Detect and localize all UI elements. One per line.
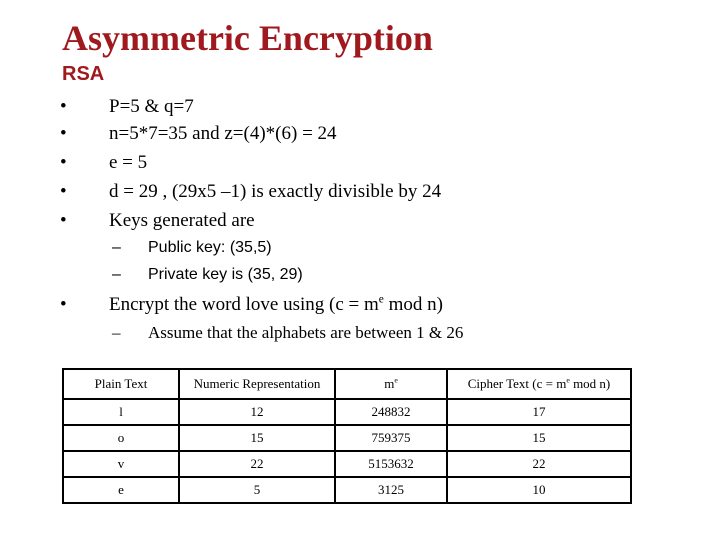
header-m-power-e — [335, 369, 447, 399]
cell-numeric: 15 — [179, 425, 335, 451]
bullet-marker: • — [60, 210, 67, 231]
bullet-marker: • — [60, 123, 67, 144]
table-row — [63, 425, 631, 451]
header-plain-text: Plain Text — [63, 369, 179, 399]
bullet-text — [109, 292, 443, 318]
bullet-item — [0, 150, 620, 176]
sub-bullet-item — [0, 237, 620, 259]
sub-bullet-marker: – — [112, 323, 121, 342]
cell-me: 3125 — [335, 477, 447, 503]
cell-cipher: 17 — [447, 399, 631, 425]
cell-numeric: 5 — [179, 477, 335, 503]
cell-cipher: 10 — [447, 477, 631, 503]
cell-me: 759375 — [335, 425, 447, 451]
bullet-item — [0, 121, 620, 147]
bullet-marker: • — [60, 294, 67, 315]
bullet-item — [0, 208, 620, 234]
bullet-item — [0, 292, 620, 318]
table-row — [63, 477, 631, 503]
bullet-text: e = 5 — [109, 152, 148, 173]
sub-bullet-text: Public key: (35,5) — [148, 239, 272, 256]
sub-bullet-text: Assume that the alphabets are between 1 & 26 — [148, 323, 464, 342]
table-header-row — [63, 369, 631, 399]
bullet-text: d = 29 , (29x5 –1) is exactly divisible by 24 — [109, 181, 442, 202]
bullet-item — [0, 94, 620, 120]
sub-bullet-item — [0, 264, 620, 286]
bullet-text: n=5*7=35 and z=(4)*(6) = 24 — [109, 123, 337, 144]
cell-plain: e — [63, 477, 179, 503]
bullet-marker: • — [60, 152, 67, 173]
sub-bullet-marker: – — [112, 239, 121, 256]
exponent-superscript: e — [378, 293, 384, 306]
bullet-text: Keys generated are — [109, 210, 255, 231]
cell-cipher: 15 — [447, 425, 631, 451]
sub-bullet-text: Private key is (35, 29) — [148, 266, 303, 283]
slide-title: Asymmetric Encryption — [62, 18, 433, 58]
encrypt-text-prefix: Encrypt the word love using (c = m — [109, 294, 379, 315]
cell-me: 248832 — [335, 399, 447, 425]
cell-plain: l — [63, 399, 179, 425]
sub-bullet-marker: – — [112, 266, 121, 283]
table-row — [63, 451, 631, 477]
encrypt-text-suffix: mod n) — [383, 294, 443, 315]
slide-subtitle: RSA — [62, 63, 105, 85]
cell-plain: v — [63, 451, 179, 477]
bullet-item — [0, 179, 620, 205]
cell-cipher: 22 — [447, 451, 631, 477]
bullet-marker: • — [60, 96, 67, 117]
cell-me: 5153632 — [335, 451, 447, 477]
header-cipher-prefix: Cipher Text (c = m — [467, 376, 567, 391]
bullet-marker: • — [60, 181, 67, 202]
header-cipher-text — [447, 369, 631, 399]
encryption-table — [62, 368, 632, 504]
header-cipher-sup: e — [566, 375, 570, 385]
bullet-text: P=5 & q=7 — [109, 96, 194, 117]
sub-bullet-item — [0, 322, 620, 344]
header-cipher-suffix: mod n) — [569, 376, 611, 391]
header-numeric-representation: Numeric Representation — [179, 369, 335, 399]
header-me-base: m — [384, 376, 395, 391]
header-me-sup: e — [394, 375, 398, 385]
cell-plain: o — [63, 425, 179, 451]
cell-numeric: 12 — [179, 399, 335, 425]
cell-numeric: 22 — [179, 451, 335, 477]
table-row — [63, 399, 631, 425]
